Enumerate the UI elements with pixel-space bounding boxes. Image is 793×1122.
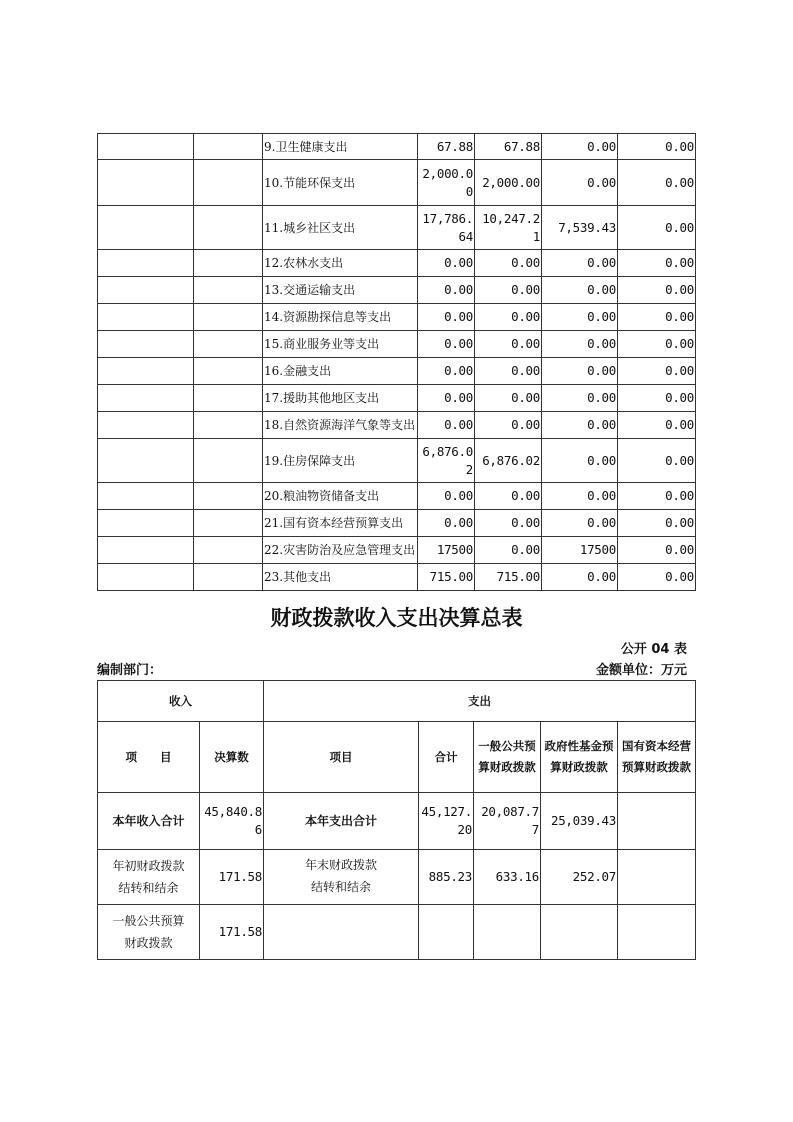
total-value: 2,000.00 <box>418 160 475 206</box>
expense-item: 17.援助其他地区支出 <box>263 385 418 412</box>
header-row <box>98 722 696 793</box>
empty-cell <box>194 206 263 250</box>
general-budget-value: 0.00 <box>475 483 542 510</box>
expense-header: 支出 <box>264 681 696 722</box>
gov-fund-value: 0.00 <box>542 160 618 206</box>
expense-item: 10.节能环保支出 <box>263 160 418 206</box>
empty-cell <box>98 385 194 412</box>
empty-cell <box>98 564 194 591</box>
state-capital-value: 0.00 <box>618 160 696 206</box>
header-row <box>98 681 696 722</box>
gov-fund-value: 0.00 <box>542 510 618 537</box>
state-capital-value: 0.00 <box>618 134 696 160</box>
expense-item: 12.农林水支出 <box>263 250 418 277</box>
expense-detail-table <box>97 133 696 591</box>
general-budget-value: 20,087.77 <box>474 793 541 850</box>
table-row <box>98 331 696 358</box>
empty-cell <box>98 277 194 304</box>
summary-table <box>97 680 696 960</box>
total-value: 885.23 <box>419 850 474 905</box>
empty-cell <box>194 134 263 160</box>
empty-cell <box>194 304 263 331</box>
table-row <box>98 385 696 412</box>
expense-item: 15.商业服务业等支出 <box>263 331 418 358</box>
expense-item: 21.国有资本经营预算支出 <box>263 510 418 537</box>
gov-fund-value: 0.00 <box>542 304 618 331</box>
state-capital-value: 0.00 <box>618 250 696 277</box>
general-budget-value: 0.00 <box>475 358 542 385</box>
total-value: 0.00 <box>418 277 475 304</box>
empty-cell <box>98 537 194 564</box>
table-row <box>98 304 696 331</box>
empty-cell <box>98 412 194 439</box>
empty-cell <box>98 206 194 250</box>
income-header: 收入 <box>98 681 264 722</box>
total-value: 0.00 <box>418 250 475 277</box>
table-row <box>98 412 696 439</box>
department-label: 编制部门： <box>97 663 163 678</box>
state-capital-value: 0.00 <box>618 331 696 358</box>
col-state-capital: 国有资本经营预算财政拨款 <box>618 722 696 793</box>
gov-fund-value: 0.00 <box>542 134 618 160</box>
general-budget-value: 0.00 <box>475 331 542 358</box>
income-item: 年初财政拨款结转和结余 <box>98 850 200 905</box>
expense-item: 13.交通运输支出 <box>263 277 418 304</box>
gov-fund-value: 0.00 <box>542 250 618 277</box>
expense-item: 11.城乡社区支出 <box>263 206 418 250</box>
total-value: 0.00 <box>418 385 475 412</box>
general-budget-value: 0.00 <box>475 304 542 331</box>
expense-item: 16.金融支出 <box>263 358 418 385</box>
state-capital-value: 0.00 <box>618 439 696 483</box>
expense-item: 20.粮油物资储备支出 <box>263 483 418 510</box>
empty-cell <box>194 277 263 304</box>
col-income-amount: 决算数 <box>200 722 264 793</box>
empty-cell <box>194 510 263 537</box>
empty-cell <box>194 439 263 483</box>
empty-cell <box>194 331 263 358</box>
expense-item: 18.自然资源海洋气象等支出 <box>263 412 418 439</box>
total-value: 0.00 <box>418 331 475 358</box>
total-value: 0.00 <box>418 304 475 331</box>
gov-fund-value: 7,539.43 <box>542 206 618 250</box>
state-capital-value: 0.00 <box>618 412 696 439</box>
state-capital-value: 0.00 <box>618 483 696 510</box>
table-row <box>98 206 696 250</box>
table-row <box>98 905 696 960</box>
state-capital-value: 0.00 <box>618 564 696 591</box>
total-value: 17500 <box>418 537 475 564</box>
table-row <box>98 564 696 591</box>
table-row <box>98 160 696 206</box>
general-budget-value: 633.16 <box>474 850 541 905</box>
total-value: 67.88 <box>418 134 475 160</box>
table-row <box>98 537 696 564</box>
expense-item: 9.卫生健康支出 <box>263 134 418 160</box>
state-capital-value: 0.00 <box>618 510 696 537</box>
general-budget-value: 0.00 <box>475 510 542 537</box>
total-value <box>419 905 474 960</box>
state-capital-value <box>618 793 696 850</box>
empty-cell <box>194 358 263 385</box>
gov-fund-value: 25,039.43 <box>541 793 618 850</box>
empty-cell <box>194 483 263 510</box>
gov-fund-value: 252.07 <box>541 850 618 905</box>
empty-cell <box>98 331 194 358</box>
gov-fund-value: 0.00 <box>542 412 618 439</box>
total-value: 17,786.64 <box>418 206 475 250</box>
gov-fund-value: 0.00 <box>542 439 618 483</box>
general-budget-value: 10,247.21 <box>475 206 542 250</box>
empty-cell <box>98 483 194 510</box>
table-row <box>98 250 696 277</box>
income-amount: 45,840.86 <box>200 793 264 850</box>
empty-cell <box>98 250 194 277</box>
gov-fund-value: 0.00 <box>542 564 618 591</box>
table-row <box>98 793 696 850</box>
state-capital-value: 0.00 <box>618 304 696 331</box>
state-capital-value: 0.00 <box>618 277 696 304</box>
table-row <box>98 483 696 510</box>
total-value: 0.00 <box>418 510 475 537</box>
expense-item: 14.资源勘探信息等支出 <box>263 304 418 331</box>
general-budget-value: 2,000.00 <box>475 160 542 206</box>
general-budget-value: 67.88 <box>475 134 542 160</box>
gov-fund-value: 0.00 <box>542 483 618 510</box>
state-capital-value: 0.00 <box>618 358 696 385</box>
expense-item: 22.灾害防治及应急管理支出 <box>263 537 418 564</box>
col-general-budget: 一般公共预算财政拨款 <box>474 722 541 793</box>
expense-item: 本年支出合计 <box>264 793 419 850</box>
total-value: 0.00 <box>418 358 475 385</box>
general-budget-value: 0.00 <box>475 250 542 277</box>
state-capital-value: 0.00 <box>618 385 696 412</box>
total-value: 6,876.02 <box>418 439 475 483</box>
general-budget-value: 0.00 <box>475 385 542 412</box>
table-row <box>98 850 696 905</box>
empty-cell <box>194 250 263 277</box>
unit-label: 金额单位：万元 <box>595 663 687 678</box>
empty-cell <box>194 385 263 412</box>
general-budget-value: 0.00 <box>475 277 542 304</box>
income-item: 一般公共预算财政拨款 <box>98 905 200 960</box>
col-gov-fund: 政府性基金预算财政拨款 <box>541 722 618 793</box>
general-budget-value <box>474 905 541 960</box>
income-amount: 171.58 <box>200 850 264 905</box>
expense-item: 年末财政拨款结转和结余 <box>264 850 419 905</box>
empty-cell <box>194 564 263 591</box>
gov-fund-value <box>541 905 618 960</box>
table-row <box>98 277 696 304</box>
general-budget-value: 0.00 <box>475 537 542 564</box>
state-capital-value: 0.00 <box>618 537 696 564</box>
report-title: 财政拨款收入支出决算总表 <box>270 606 523 630</box>
total-value: 715.00 <box>418 564 475 591</box>
state-capital-value <box>618 850 696 905</box>
income-item: 本年收入合计 <box>98 793 200 850</box>
empty-cell <box>194 537 263 564</box>
state-capital-value <box>618 905 696 960</box>
income-amount: 171.58 <box>200 905 264 960</box>
table-row <box>98 510 696 537</box>
empty-cell <box>98 160 194 206</box>
total-value: 45,127.20 <box>419 793 474 850</box>
state-capital-value: 0.00 <box>618 206 696 250</box>
col-income-item: 项 目 <box>98 722 200 793</box>
table-row <box>98 358 696 385</box>
total-value: 0.00 <box>418 412 475 439</box>
empty-cell <box>98 358 194 385</box>
general-budget-value: 715.00 <box>475 564 542 591</box>
empty-cell <box>194 160 263 206</box>
empty-cell <box>194 412 263 439</box>
expense-item <box>264 905 419 960</box>
gov-fund-value: 0.00 <box>542 385 618 412</box>
empty-cell <box>98 439 194 483</box>
col-total: 合计 <box>419 722 474 793</box>
gov-fund-value: 0.00 <box>542 331 618 358</box>
expense-item: 19.住房保障支出 <box>263 439 418 483</box>
empty-cell <box>98 134 194 160</box>
gov-fund-value: 0.00 <box>542 277 618 304</box>
total-value: 0.00 <box>418 483 475 510</box>
general-budget-value: 0.00 <box>475 412 542 439</box>
col-expense-item: 项目 <box>264 722 419 793</box>
gov-fund-value: 0.00 <box>542 358 618 385</box>
table-row <box>98 134 696 160</box>
empty-cell <box>98 510 194 537</box>
form-number: 公开 04 表 <box>620 642 687 657</box>
table-row <box>98 439 696 483</box>
empty-cell <box>98 304 194 331</box>
expense-item: 23.其他支出 <box>263 564 418 591</box>
gov-fund-value: 17500 <box>542 537 618 564</box>
general-budget-value: 6,876.02 <box>475 439 542 483</box>
